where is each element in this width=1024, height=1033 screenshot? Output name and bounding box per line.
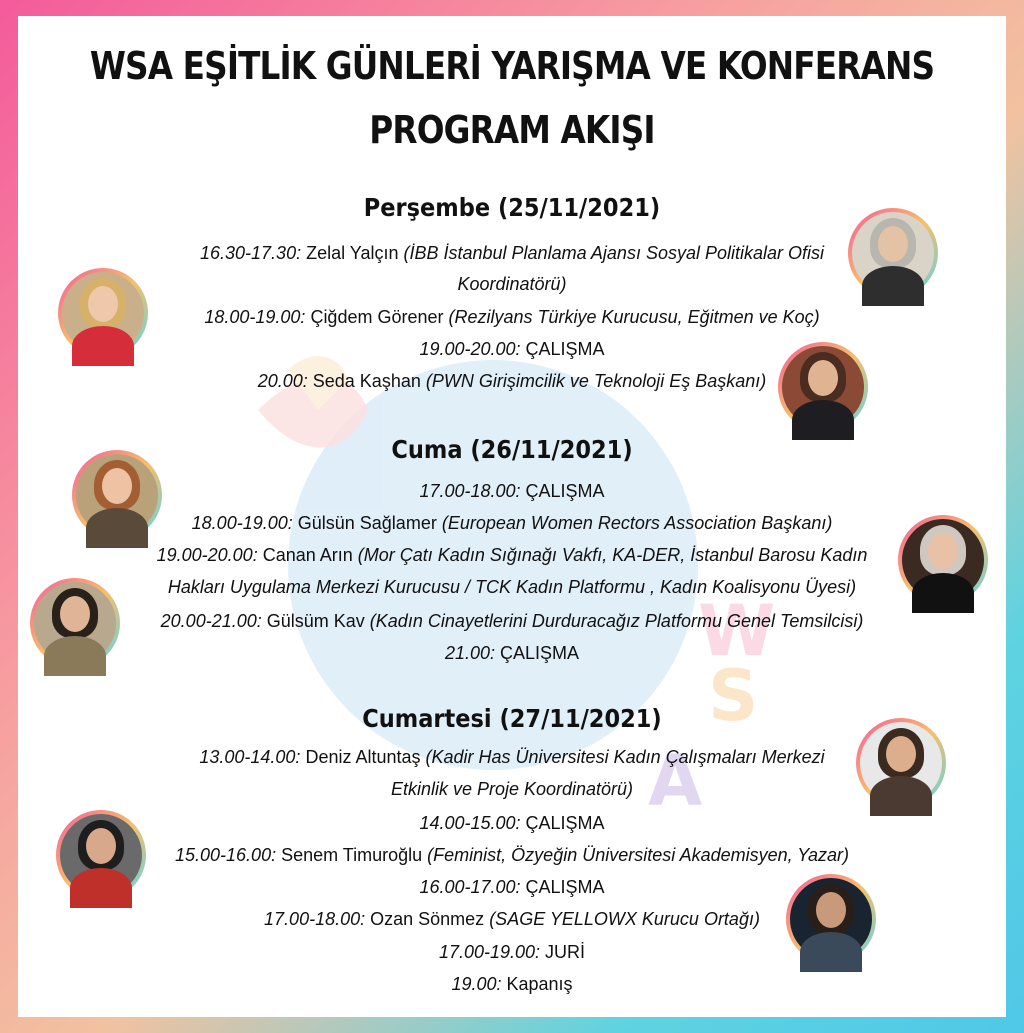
schedule-row — [0, 611, 1024, 632]
avatar-cigdem-gorener — [58, 268, 148, 358]
row-speaker: ÇALIŞMA — [520, 813, 605, 833]
row-time: 14.00-15.00: — [419, 813, 521, 833]
row-time: 18.00-19.00: — [204, 307, 306, 327]
row-speaker: Canan Arın — [257, 545, 358, 565]
row-time: 17.00-18.00: — [264, 909, 366, 929]
row-time: 19.00-20.00: — [156, 545, 258, 565]
avatar-gulsun-saglamer — [72, 450, 162, 540]
row-role: (İBB İstanbul Planlama Ajansı Sosyal Politikalar Ofisi — [403, 243, 824, 263]
avatar-gulsum-kav — [30, 578, 120, 668]
avatar-zelal-yalcin — [848, 208, 938, 298]
day-heading-friday: Cuma (26/11/2021) — [391, 435, 633, 464]
row-speaker: Kapanış — [501, 974, 573, 994]
row-role: (PWN Girişimcilik ve Teknoloji Eş Başkanı) — [425, 371, 767, 391]
schedule-row — [0, 371, 1024, 392]
schedule-row — [0, 577, 1024, 598]
schedule-row — [0, 307, 1024, 328]
logo-letter-w: W — [698, 590, 776, 672]
schedule-row — [0, 877, 1024, 898]
row-role: (Mor Çatı Kadın Sığınağı Vakfı, KA-DER, İstanbul Barosu Kadın — [357, 545, 868, 565]
row-speaker: Ozan Sönmez — [365, 909, 490, 929]
row-time: 17.00-18.00: — [419, 481, 521, 501]
avatar-ozan-sonmez — [786, 874, 876, 964]
row-speaker: ÇALIŞMA — [520, 877, 605, 897]
row-time: 17.00-19.00: — [438, 942, 541, 962]
schedule-row — [0, 974, 1024, 995]
row-time: 16.30-17.30: — [200, 243, 302, 263]
row-role: (Rezilyans Türkiye Kurucusu, Eğitmen ve Koç) — [448, 307, 820, 327]
logo-letter-s: S — [708, 655, 759, 737]
avatar-deniz-altuntas — [856, 718, 946, 808]
schedule-row — [0, 845, 1024, 866]
row-speaker: ÇALIŞMA — [520, 339, 605, 359]
row-role: Hakları Uygulama Merkezi Kurucusu / TCK Kadın Platformu , Kadın Koalisyonu Üyesi) — [167, 577, 857, 597]
avatar-seda-kashan — [778, 342, 868, 432]
row-time: 19.00-20.00: — [419, 339, 521, 359]
row-speaker: JURİ — [540, 942, 586, 962]
day-heading-saturday: Cumartesi (27/11/2021) — [362, 704, 662, 733]
schedule-row — [0, 942, 1024, 963]
row-time: 18.00-19.00: — [191, 513, 293, 533]
page-title-line1: WSA EŞİTLİK GÜNLERİ YARIŞMA VE KONFERANS — [89, 44, 935, 88]
row-speaker: Deniz Altuntaş — [300, 747, 426, 767]
row-time: 20.00: — [257, 371, 308, 391]
row-role: (SAGE YELLOWX Kurucu Ortağı) — [489, 909, 760, 929]
schedule-row — [0, 643, 1024, 664]
page-title-line2: PROGRAM AKIŞI — [369, 108, 655, 152]
row-speaker: ÇALIŞMA — [520, 481, 605, 501]
row-role: Etkinlik ve Proje Koordinatörü) — [390, 779, 634, 799]
day-heading-thursday: Perşembe (25/11/2021) — [363, 193, 661, 222]
row-speaker: Çiğdem Görener — [305, 307, 449, 327]
row-speaker: Gülsüm Kav — [261, 611, 370, 631]
logo-letter-a: A — [648, 740, 703, 822]
row-role: (Feminist, Özyeğin Üniversitesi Akademisyen, Yazar) — [427, 845, 849, 865]
row-time: 13.00-14.00: — [199, 747, 301, 767]
avatar-canan-arin — [898, 515, 988, 605]
avatar-senem-timuroglu — [56, 810, 146, 900]
row-time: 20.00-21.00: — [160, 611, 262, 631]
row-time: 19.00: — [451, 974, 502, 994]
row-time: 16.00-17.00: — [419, 877, 521, 897]
row-time: 21.00: — [444, 643, 495, 663]
row-speaker: Gülsün Sağlamer — [292, 513, 442, 533]
schedule-row — [0, 813, 1024, 834]
schedule-row — [0, 545, 1024, 566]
row-role: (European Women Rectors Association Başkanı) — [441, 513, 833, 533]
row-speaker: Seda Kaşhan — [307, 371, 426, 391]
row-role: (Kadın Cinayetlerini Durduracağız Platformu Genel Temsilcisi) — [369, 611, 864, 631]
schedule-row — [0, 339, 1024, 360]
row-role: (Kadir Has Üniversitesi Kadın Çalışmaları Merkezi — [425, 747, 825, 767]
row-role: Koordinatörü) — [457, 274, 567, 294]
row-time: 15.00-16.00: — [175, 845, 277, 865]
row-speaker: Zelal Yalçın — [301, 243, 404, 263]
row-speaker: Senem Timuroğlu — [276, 845, 428, 865]
row-speaker: ÇALIŞMA — [495, 643, 580, 663]
